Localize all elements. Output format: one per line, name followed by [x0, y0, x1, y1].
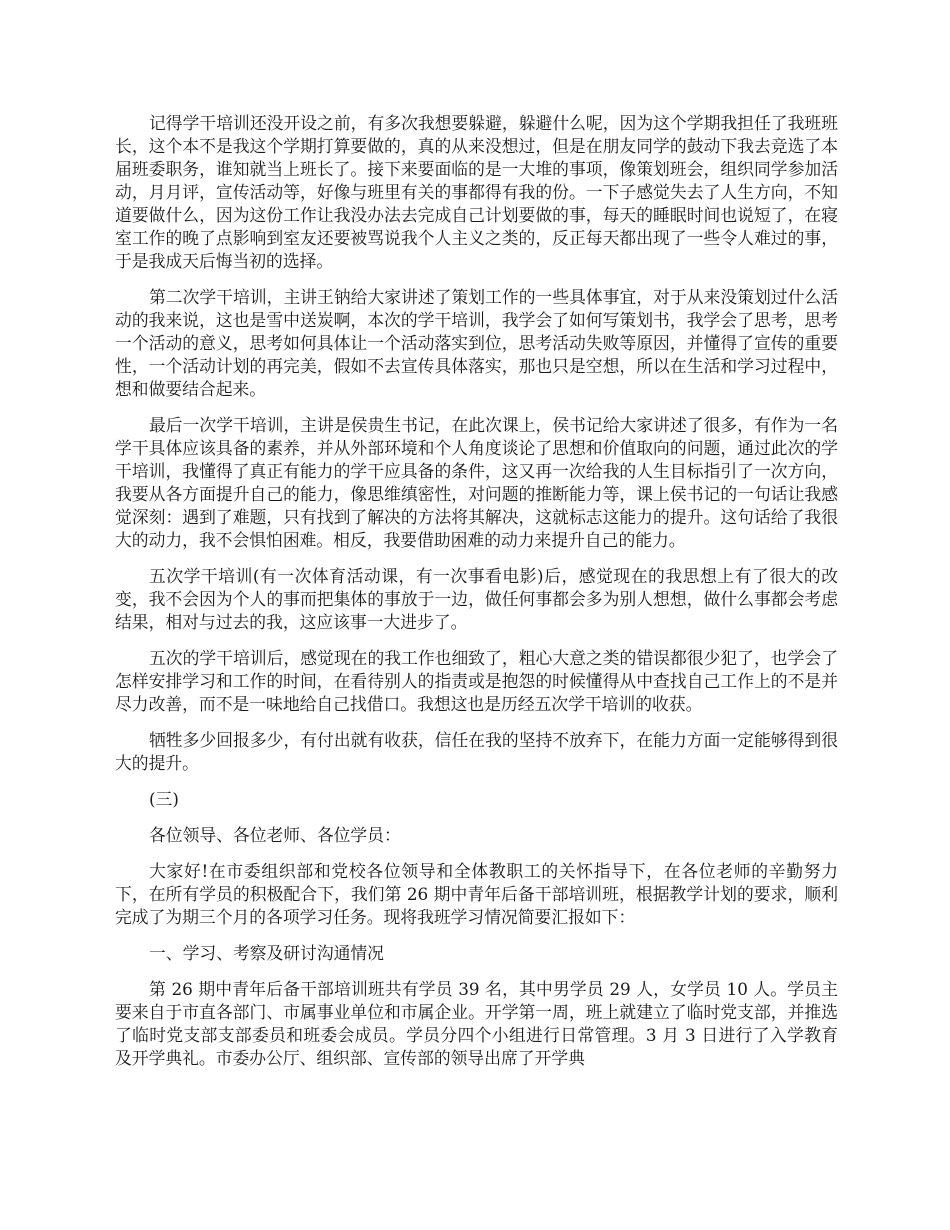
- paragraph-class-info: 第 26 期中青年后备干部培训班共有学员 39 名，其中男学员 29 人，女学员 10 人。学员主要来自于市直各部门、市属事业单位和市属企业。开学第一周，班上就建立了临时党支部，并推选了临时党支部支部委员和班委会成员。学员分四个小组进行日常管理。3 月 3 日进行了入学教育及开学典礼。市委办公厅、组织部、宣传部的领导出席了开学典: [115, 979, 838, 1068]
- paragraph-6: 牺牲多少回报多少，有付出就有收获，信任在我的坚持不放弃下，在能力方面一定能够得到很大的提升。: [115, 730, 838, 773]
- paragraph-5: 五次的学干培训后，感觉现在的我工作也细致了，粗心大意之类的错误都很少犯了，也学会了怎样安排学习和工作的时间，在看待别人的指责或是抱怨的时候懂得从中查找自己工作上的不是并尽力改善，而不是一味地给自己找借口。我想这也是历经五次学干培训的收获。: [115, 648, 838, 714]
- paragraph-greeting: 大家好!在市委组织部和党校各位领导和全体教职工的关怀指导下，在各位老师的辛勤努力下，在所有学员的积极配合下，我们第 26 期中青年后备干部培训班，根据教学计划的要求，顺利完成了为期三个月的各项学习任务。现将我班学习情况简要汇报如下：: [115, 861, 838, 927]
- section-heading-3: (三): [149, 789, 179, 809]
- salutation: 各位领导、各位老师、各位学员：: [149, 825, 401, 845]
- paragraph-2: 第二次学干培训，主讲王钠给大家讲述了策划工作的一些具体事宜，对于从来没策划过什么活动的我来说，这也是雪中送炭啊，本次的学干培训，我学会了如何写策划书，我学会了思考，思考一个活动的意义，思考如何具体让一个活动落实到位，思考活动失败等原因，并懂得了宣传的重要性，一个活动计划的再完美，假如不去宣传具体落实，那也只是空想，所以在生活和学习过程中，想和做要结合起来。: [115, 287, 838, 399]
- paragraph-4: 五次学干培训(有一次体育活动课，有一次事看电影)后，感觉现在的我思想上有了很大的改变，我不会因为个人的事而把集体的事放于一边，做任何事都会多为别人想想，做什么事都会考虑结果，相对与过去的我，这应该事一大进步了。: [115, 566, 838, 632]
- paragraph-3: 最后一次学干培训，主讲是侯贵生书记，在此次课上，侯书记给大家讲述了很多，有作为一名学干具体应该具备的素养，并从外部环境和个人角度谈论了思想和价值取向的问题，通过此次的学干培训，我懂得了真正有能力的学干应具备的条件，这又再一次给我的人生目标指引了一次方向，我要从各方面提升自己的能力，像思维缜密性，对问题的推断能力等，课上侯书记的一句话让我感觉深刻：遇到了难题，只有找到了解决的方法将其解决，这就标志这能力的提升。这句话给了我很大的动力，我不会惧怕困难。相反，我要借助困难的动力来提升自己的能力。: [115, 415, 838, 550]
- paragraph-1: 记得学干培训还没开设之前，有多次我想要躲避，躲避什么呢，因为这个学期我担任了我班班长，这个本不是我这个学期打算要做的，真的从来没想过，但是在朋友同学的鼓动下我去竞选了本届班委职务，谁知就当上班长了。接下来要面临的是一大堆的事项，像策划班会，组织同学参加活动，月月评，宣传活动等，好像与班里有关的事都得有我的份。一下子感觉失去了人生方向，不知道要做什么，因为这份工作让我没办法去完成自己计划要做的事，每天的睡眠时间也说短了，在寝室工作的晚了点影响到室友还要被骂说我个人主义之类的，反正每天都出现了一些令人难过的事，于是我成天后悔当初的选择。: [115, 113, 838, 271]
- document-body: [115, 112, 838, 1083]
- section-heading-study: 一、学习、考察及研讨沟通情况: [149, 943, 384, 963]
